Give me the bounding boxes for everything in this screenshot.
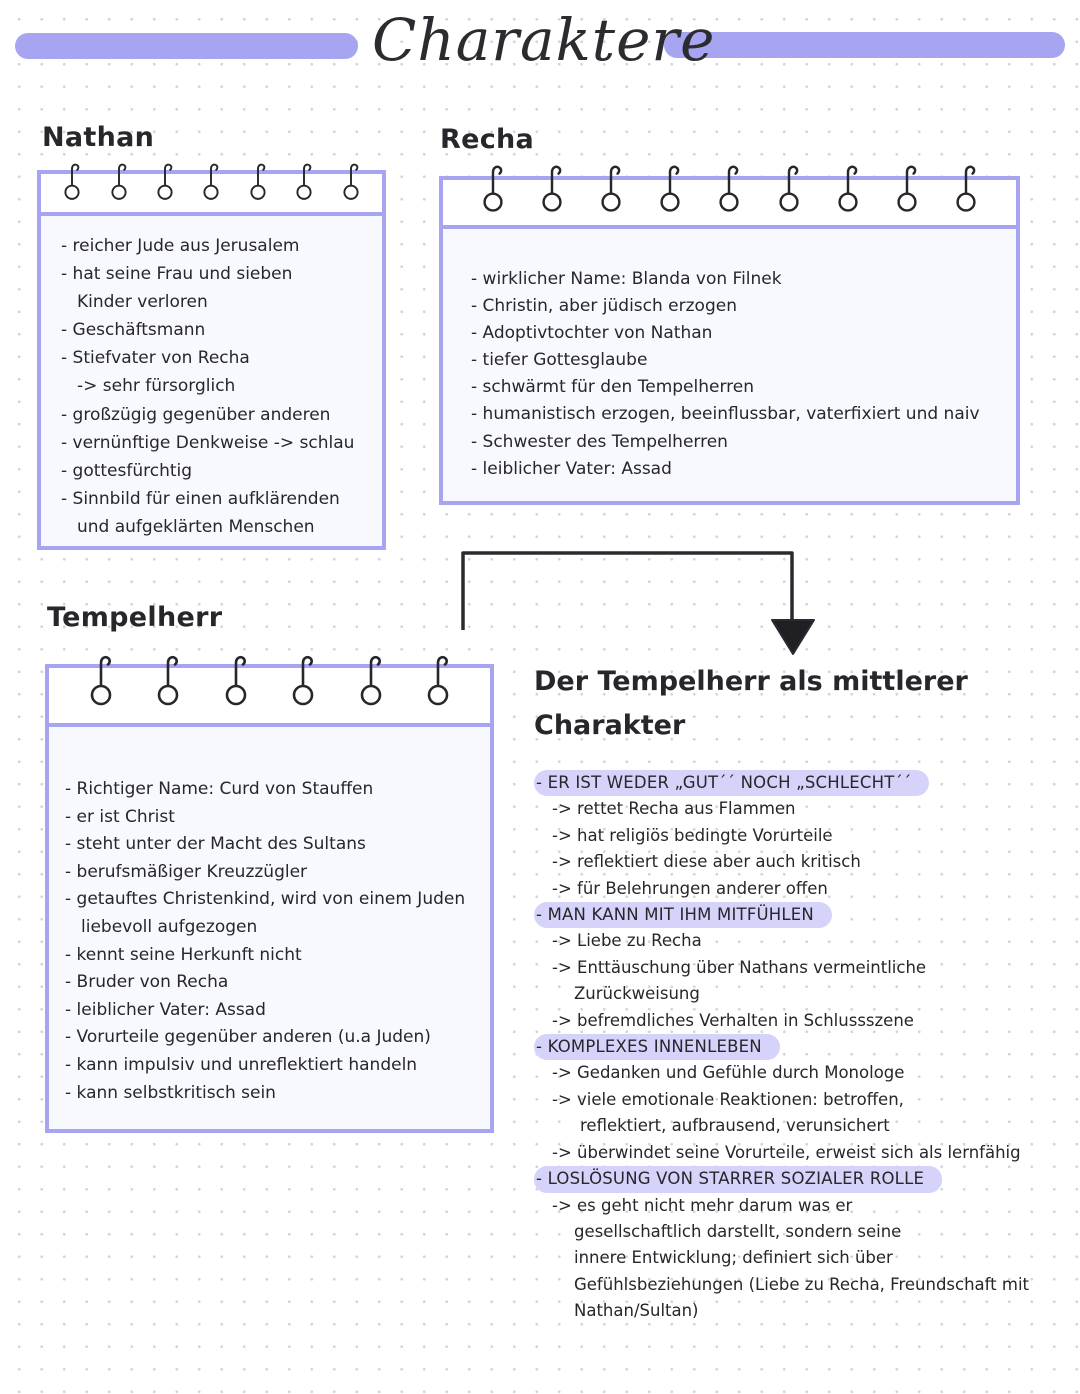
tempelherr-rings — [49, 654, 490, 708]
binder-ring-icon — [775, 164, 803, 214]
list-item: -> reflektiert diese aber auch kritisch — [552, 852, 861, 872]
binder-ring-icon — [288, 654, 318, 708]
list-item: - Vorurteile gegenüber anderen (u.a Juden) — [65, 1027, 431, 1048]
binder-ring-icon — [221, 654, 251, 708]
list-item: Gefühlsbeziehungen (Liebe zu Recha, Freundschaft mit — [574, 1274, 1030, 1294]
list-item: -> viele emotionale Reaktionen: betroffen, — [552, 1089, 904, 1109]
list-item: - tiefer Gottesglaube — [471, 350, 648, 371]
recha-rings — [443, 164, 1016, 214]
list-item: -> Liebe zu Recha — [552, 931, 702, 951]
list-item: -> befremdliches Verhalten in Schlussszene — [552, 1010, 914, 1030]
middle-character-list — [536, 770, 1029, 1325]
binder-ring-icon — [293, 162, 315, 202]
list-item: - humanistisch erzogen, beeinflussbar, vaterfixiert und naiv — [471, 404, 980, 425]
binder-ring-icon — [715, 164, 743, 214]
list-item: - steht unter der Macht des Sultans — [65, 834, 366, 855]
binder-ring-icon — [86, 654, 116, 708]
list-item: - kann selbstkritisch sein — [65, 1082, 276, 1103]
list-item: - Stiefvater von Recha — [61, 348, 250, 369]
list-item: - reicher Jude aus Jerusalem — [61, 236, 300, 256]
list-item: Kinder verloren — [77, 292, 208, 313]
binder-ring-icon — [153, 654, 183, 708]
list-item: -> Enttäuschung über Nathans vermeintliche — [552, 957, 927, 977]
highlight-heading — [536, 902, 1029, 928]
recha-heading: Recha — [440, 124, 535, 155]
binder-ring-icon — [154, 162, 176, 202]
binder-ring-icon — [340, 162, 362, 202]
list-item: - Sinnbild für einen aufklärenden — [61, 488, 340, 509]
binder-ring-icon — [538, 164, 566, 214]
nathan-heading: Nathan — [42, 122, 155, 153]
binder-ring-icon — [356, 654, 386, 708]
binder-ring-icon — [200, 162, 222, 202]
highlight-label: - MAN KANN MIT IHM MITFÜHLEN — [534, 902, 832, 928]
list-item: - gottesfürchtig — [61, 460, 193, 481]
middle-heading-line2: Charakter — [534, 710, 686, 741]
list-item: - Bruder von Recha — [65, 972, 229, 993]
list-item: - leiblicher Vater: Assad — [471, 458, 672, 479]
list-item: gesellschaftlich darstellt, sondern seine — [574, 1221, 902, 1241]
list-item: innere Entwicklung; definiert sich über — [574, 1248, 893, 1268]
list-item: liebevoll aufgezogen — [81, 916, 258, 937]
page-title: Charaktere — [372, 6, 716, 74]
list-item: - Geschäftsmann — [61, 320, 206, 341]
binder-ring-icon — [61, 162, 83, 202]
list-item: Zurückweisung — [574, 984, 700, 1004]
binder-ring-icon — [247, 162, 269, 202]
tempelherr-card — [45, 664, 494, 1133]
list-item: - großzügig gegenüber anderen — [61, 404, 331, 425]
list-item: - schwärmt für den Tempelherren — [471, 377, 754, 398]
tempelherr-list — [65, 776, 465, 1107]
list-item: -> sehr fürsorglich — [77, 376, 236, 397]
header-bar-left — [15, 33, 358, 59]
highlight-label: - LOSLÖSUNG VON STARRER SOZIALER ROLLE — [534, 1166, 942, 1192]
list-item: -> für Belehrungen anderer offen — [552, 878, 828, 898]
list-item: Nathan/Sultan) — [574, 1301, 699, 1321]
nathan-card — [37, 170, 386, 550]
binder-ring-icon — [952, 164, 980, 214]
binder-ring-icon — [834, 164, 862, 214]
list-item: - Richtiger Name: Curd von Stauffen — [65, 779, 374, 799]
list-item: -> rettet Recha aus Flammen — [552, 799, 796, 819]
highlight-label: - ER IST WEDER „GUT´´ NOCH „SCHLECHT´´ — [534, 770, 929, 796]
list-item: -> hat religiös bedingte Vorurteile — [552, 825, 833, 845]
tempelherr-heading: Tempelherr — [47, 602, 223, 633]
recha-card — [439, 176, 1020, 505]
binder-ring-icon — [893, 164, 921, 214]
middle-character-heading — [534, 660, 994, 748]
header-bar-right — [664, 32, 1065, 58]
list-item: - kennt seine Herkunft nicht — [65, 944, 302, 965]
list-item: - wirklicher Name: Blanda von Filnek — [471, 269, 782, 289]
recha-list — [471, 266, 980, 483]
list-item: - Adoptivtochter von Nathan — [471, 323, 713, 344]
binder-ring-icon — [656, 164, 684, 214]
middle-heading-line1: Der Tempelherr als mittlerer — [534, 666, 968, 697]
binder-ring-icon — [108, 162, 130, 202]
binder-ring-icon — [479, 164, 507, 214]
list-item: -> Gedanken und Gefühle durch Monologe — [552, 1063, 905, 1083]
list-item: - berufsmäßiger Kreuzzügler — [65, 861, 308, 882]
list-item: - leiblicher Vater: Assad — [65, 999, 266, 1020]
highlight-heading — [536, 1166, 1029, 1192]
binder-ring-icon — [423, 654, 453, 708]
list-item: - hat seine Frau und sieben — [61, 264, 293, 285]
list-item: - vernünftige Denkweise -> schlau — [61, 432, 355, 453]
highlight-heading — [536, 770, 1029, 796]
list-item: - getauftes Christenkind, wird von einem Juden — [65, 889, 466, 910]
binder-ring-icon — [597, 164, 625, 214]
list-item: - Schwester des Tempelherren — [471, 431, 728, 452]
list-item: - er ist Christ — [65, 806, 175, 827]
list-item: reflektiert, aufbrausend, verunsichert — [580, 1116, 890, 1136]
nathan-rings — [41, 162, 382, 202]
list-item: - Christin, aber jüdisch erzogen — [471, 296, 737, 317]
list-item: und aufgeklärten Menschen — [77, 516, 315, 537]
highlight-heading — [536, 1034, 1029, 1060]
nathan-list — [61, 232, 354, 541]
list-item: -> überwindet seine Vorurteile, erweist sich als lernfähig — [552, 1142, 1021, 1162]
highlight-label: - KOMPLEXES INNENLEBEN — [534, 1034, 780, 1060]
list-item: - kann impulsiv und unreflektiert handeln — [65, 1054, 418, 1075]
list-item: -> es geht nicht mehr darum was er — [552, 1195, 853, 1215]
